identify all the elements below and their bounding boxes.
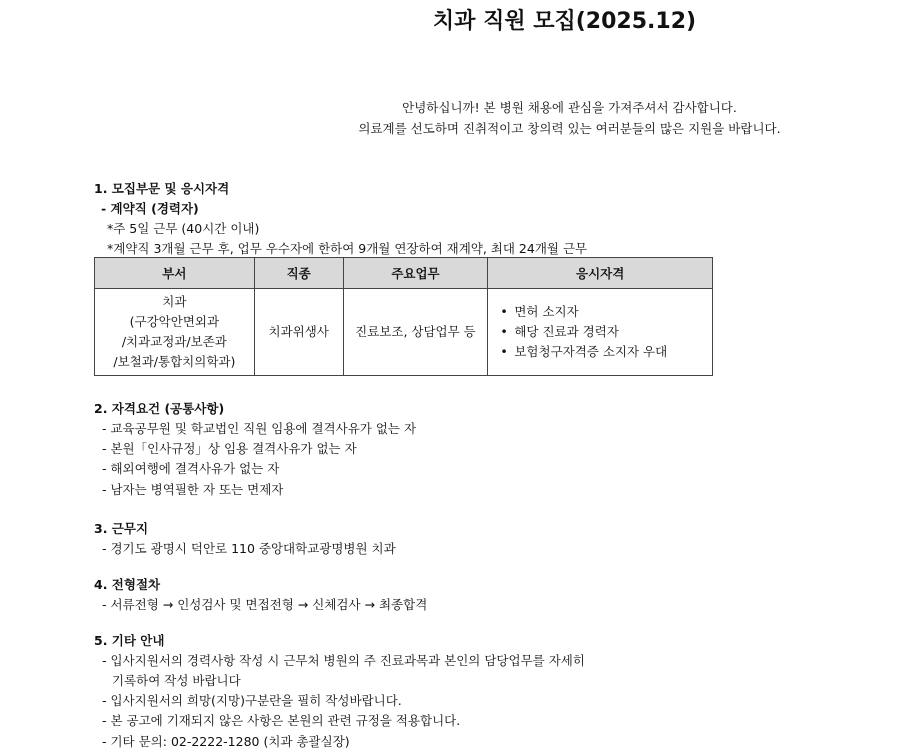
recruitment-table bbox=[94, 257, 713, 376]
section-title-process: 4. 전형절차 bbox=[94, 577, 161, 592]
header-qualifications: 응시자격 bbox=[488, 258, 713, 289]
bullet-icon: • bbox=[500, 324, 508, 339]
list-item: - 서류전형 → 인성검사 및 면접전형 → 신체검사 → 최종합격 bbox=[102, 597, 428, 612]
qualification-item: • 해당 진료과 경력자 bbox=[500, 322, 712, 342]
header-duty: 주요업무 bbox=[343, 258, 488, 289]
list-item: - 기타 문의: 02-2222-1280 (치과 총괄실장) bbox=[102, 734, 350, 749]
list-item: 기록하여 작성 바랍니다 bbox=[112, 673, 241, 688]
intro-line-1: 안녕하십니까! 본 병원 채용에 관심을 가져주셔서 감사합니다. bbox=[402, 100, 737, 115]
cell-job: 치과위생사 bbox=[254, 289, 343, 376]
list-item: - 경기도 광명시 덕안로 110 중앙대학교광명병원 치과 bbox=[102, 541, 396, 556]
table-row bbox=[95, 289, 713, 376]
cell-dept bbox=[95, 289, 255, 376]
header-job: 직종 bbox=[254, 258, 343, 289]
section-title-requirements: 2. 자격요건 (공통사항) bbox=[94, 401, 225, 416]
cell-duty: 진료보조, 상담업무 등 bbox=[343, 289, 488, 376]
note-line: *주 5일 근무 (40시간 이내) bbox=[107, 221, 260, 236]
qualification-item: • 면허 소지자 bbox=[500, 302, 712, 322]
dept-line: /치과교정과/보존과 bbox=[121, 334, 227, 349]
bullet-icon: • bbox=[500, 304, 508, 319]
intro-line-2: 의료계를 선도하며 진취적이고 창의력 있는 여러분들의 많은 지원을 바랍니다. bbox=[358, 121, 781, 136]
qualification-item: • 보험청구자격증 소지자 우대 bbox=[500, 342, 712, 362]
dept-line: 치과 bbox=[162, 294, 187, 309]
list-item: - 입사지원서의 희망(지망)구분란을 필히 작성바랍니다. bbox=[102, 693, 402, 708]
list-item: - 해외여행에 결격사유가 없는 자 bbox=[102, 461, 280, 476]
page-title: 치과 직원 모집(2025.12) bbox=[432, 9, 697, 34]
dept-line: (구강악안면외과 bbox=[129, 314, 220, 329]
section-title-other: 5. 기타 안내 bbox=[94, 633, 165, 648]
note-line: *계약직 3개월 근무 후, 업무 우수자에 한하여 9개월 연장하여 재계약, 최대 24개월 근무 bbox=[107, 241, 588, 256]
cell-qualifications bbox=[488, 289, 713, 376]
section-subtitle-contract: - 계약직 (경력자) bbox=[101, 201, 199, 216]
list-item: - 교육공무원 및 학교법인 직원 임용에 결격사유가 없는 자 bbox=[102, 421, 417, 436]
header-dept: 부서 bbox=[95, 258, 255, 289]
section-title-recruitment: 1. 모집부문 및 응시자격 bbox=[94, 181, 230, 196]
section-title-workplace: 3. 근무지 bbox=[94, 521, 149, 536]
list-item: - 본원「인사규정」상 임용 결격사유가 없는 자 bbox=[102, 441, 357, 456]
dept-line: /보철과/통합치의학과) bbox=[113, 354, 236, 369]
list-item: - 본 공고에 기재되지 않은 사항은 본원의 관련 규정을 적용합니다. bbox=[102, 713, 461, 728]
bullet-icon: • bbox=[500, 344, 508, 359]
list-item: - 입사지원서의 경력사항 작성 시 근무처 병원의 주 진료과목과 본인의 담당업무를 자세히 bbox=[102, 653, 585, 668]
list-item: - 남자는 병역필한 자 또는 면제자 bbox=[102, 482, 284, 497]
